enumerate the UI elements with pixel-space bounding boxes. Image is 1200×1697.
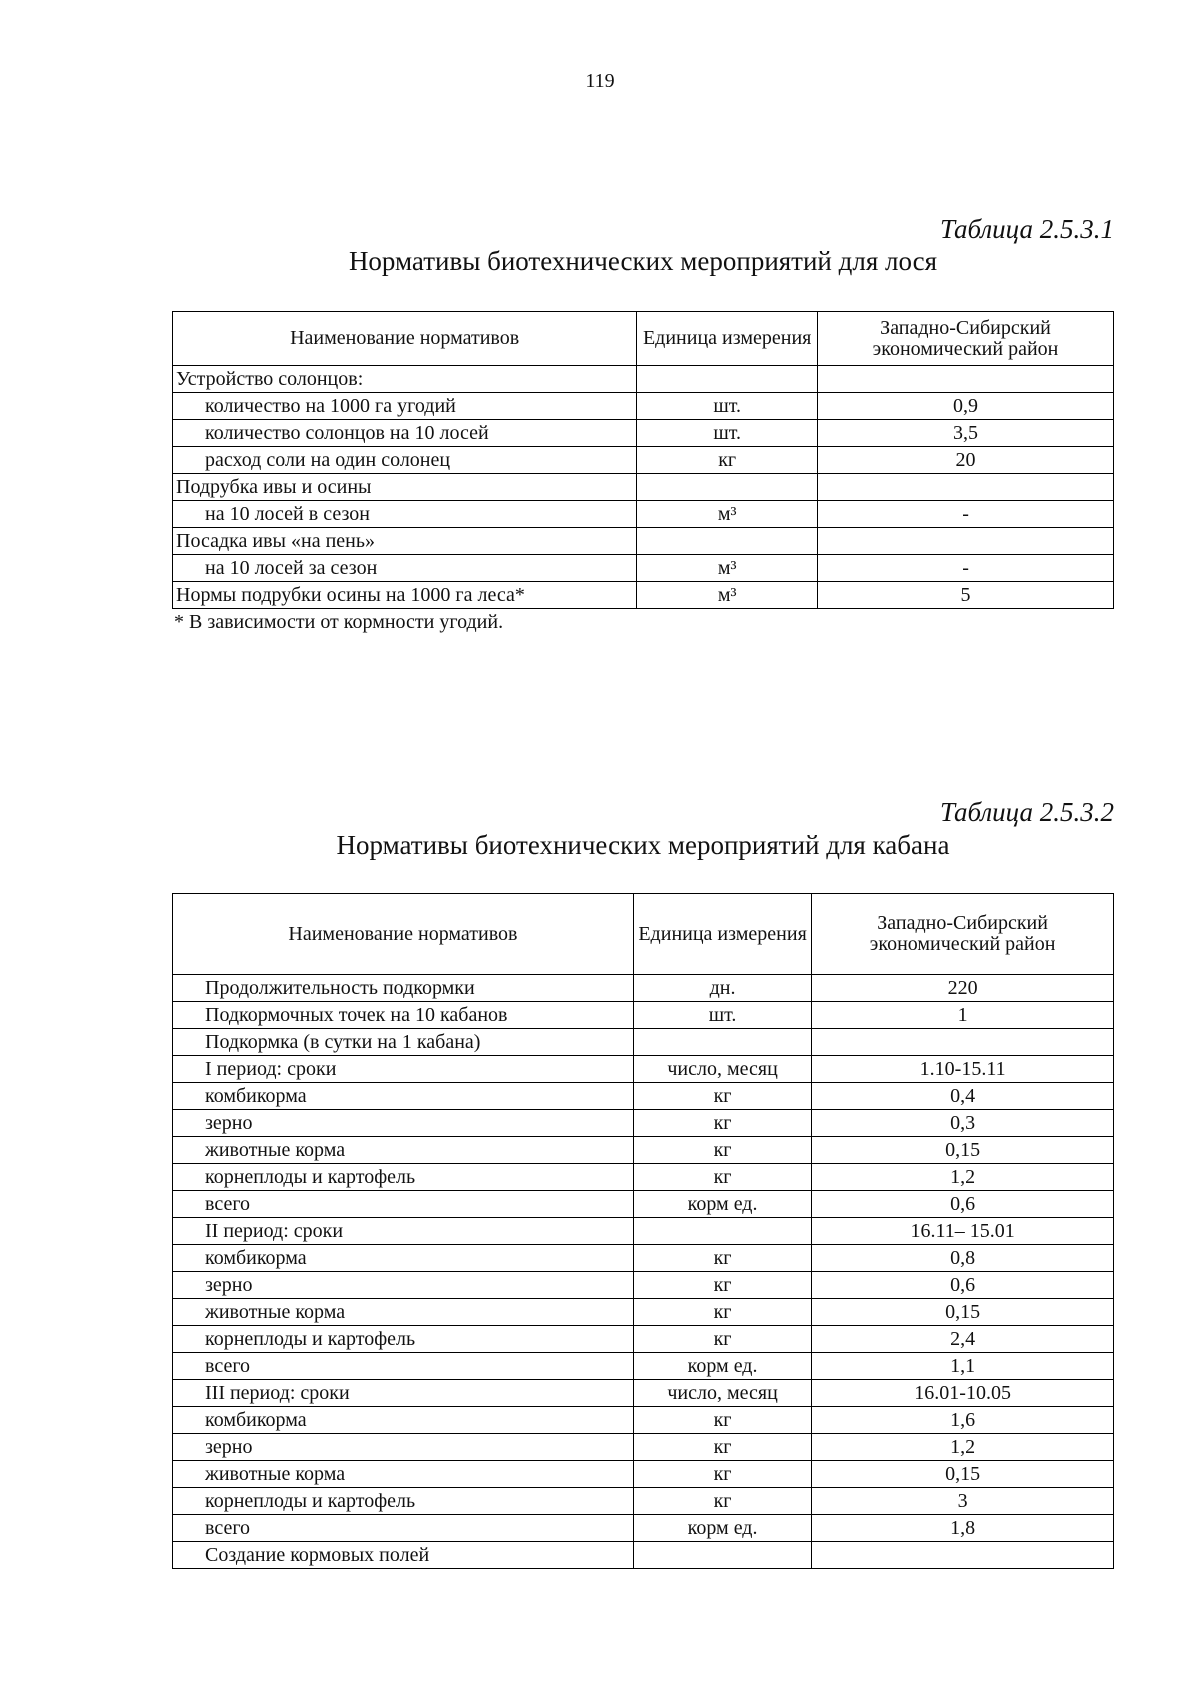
table-row bbox=[173, 1407, 1114, 1434]
row-value bbox=[818, 366, 1114, 393]
row-value: 20 bbox=[818, 447, 1114, 474]
row-unit: число, месяц bbox=[633, 1380, 811, 1407]
row-name: Подкормка (в сутки на 1 кабана) bbox=[173, 1029, 634, 1056]
row-value: 0,9 bbox=[818, 393, 1114, 420]
row-name: всего bbox=[173, 1191, 634, 1218]
row-name: комбикорма bbox=[173, 1083, 634, 1110]
row-unit bbox=[637, 528, 818, 555]
table-row bbox=[173, 1434, 1114, 1461]
table-row bbox=[173, 1380, 1114, 1407]
row-name: зерно bbox=[173, 1434, 634, 1461]
row-name: количество на 1000 га угодий bbox=[173, 393, 637, 420]
row-unit: корм ед. bbox=[633, 1515, 811, 1542]
table-row bbox=[173, 1029, 1114, 1056]
row-unit: шт. bbox=[633, 1002, 811, 1029]
row-value: 0,8 bbox=[812, 1245, 1114, 1272]
page-number: 119 bbox=[585, 70, 615, 92]
row-unit: кг bbox=[633, 1299, 811, 1326]
table-row bbox=[173, 1299, 1114, 1326]
header-unit: Единица измерения bbox=[637, 312, 818, 366]
row-value: 16.01-10.05 bbox=[812, 1380, 1114, 1407]
row-value: 16.11– 15.01 bbox=[812, 1218, 1114, 1245]
table2-title: Нормативы биотехнических мероприятий для кабана bbox=[336, 830, 950, 860]
row-unit: кг bbox=[633, 1407, 811, 1434]
row-value bbox=[818, 528, 1114, 555]
row-unit bbox=[633, 1029, 811, 1056]
row-unit: кг bbox=[633, 1326, 811, 1353]
table-row bbox=[173, 1164, 1114, 1191]
row-unit: кг bbox=[633, 1137, 811, 1164]
header-name: Наименование нормативов bbox=[173, 894, 634, 975]
row-unit: кг bbox=[633, 1488, 811, 1515]
row-unit: шт. bbox=[637, 393, 818, 420]
row-name: на 10 лосей за сезон bbox=[173, 555, 637, 582]
table-row bbox=[173, 1461, 1114, 1488]
table-row bbox=[173, 1137, 1114, 1164]
row-unit: кг bbox=[637, 447, 818, 474]
table-header-row bbox=[173, 894, 1114, 975]
header-region: Западно-Сибирский экономический район bbox=[818, 312, 1114, 366]
row-unit: кг bbox=[633, 1164, 811, 1191]
row-value: 0,6 bbox=[812, 1191, 1114, 1218]
row-value: 1,6 bbox=[812, 1407, 1114, 1434]
table-row bbox=[173, 1353, 1114, 1380]
row-name: всего bbox=[173, 1515, 634, 1542]
table-header-row bbox=[173, 312, 1114, 366]
row-value bbox=[812, 1542, 1114, 1569]
row-unit bbox=[637, 474, 818, 501]
table-row bbox=[173, 366, 1114, 393]
row-unit: кг bbox=[633, 1434, 811, 1461]
row-name: корнеплоды и картофель bbox=[173, 1488, 634, 1515]
row-value: 1.10-15.11 bbox=[812, 1056, 1114, 1083]
table-row bbox=[173, 1245, 1114, 1272]
row-value: 5 bbox=[818, 582, 1114, 609]
row-name: Посадка ивы «на пень» bbox=[173, 528, 637, 555]
row-name: количество солонцов на 10 лосей bbox=[173, 420, 637, 447]
table-row bbox=[173, 1002, 1114, 1029]
row-name: корнеплоды и картофель bbox=[173, 1164, 634, 1191]
table-row bbox=[173, 1326, 1114, 1353]
row-value: 0,15 bbox=[812, 1461, 1114, 1488]
row-unit bbox=[637, 366, 818, 393]
table-row bbox=[173, 501, 1114, 528]
row-value: - bbox=[818, 555, 1114, 582]
row-name: зерно bbox=[173, 1272, 634, 1299]
table-row bbox=[173, 1515, 1114, 1542]
row-unit: шт. bbox=[637, 420, 818, 447]
row-name: Нормы подрубки осины на 1000 га леса* bbox=[173, 582, 637, 609]
table1-title: Нормативы биотехнических мероприятий для лося bbox=[348, 246, 938, 276]
table-row bbox=[173, 447, 1114, 474]
row-name: всего bbox=[173, 1353, 634, 1380]
row-unit: корм ед. bbox=[633, 1353, 811, 1380]
boar-norms-table bbox=[172, 893, 1114, 1569]
row-unit: м³ bbox=[637, 582, 818, 609]
table-row bbox=[173, 1488, 1114, 1515]
row-value: 3,5 bbox=[818, 420, 1114, 447]
row-name: животные корма bbox=[173, 1137, 634, 1164]
row-value: 1,1 bbox=[812, 1353, 1114, 1380]
table1-caption: Таблица 2.5.3.1 bbox=[939, 214, 1114, 244]
row-unit bbox=[633, 1218, 811, 1245]
row-unit: м³ bbox=[637, 501, 818, 528]
row-name: I период: сроки bbox=[173, 1056, 634, 1083]
row-unit: дн. bbox=[633, 975, 811, 1002]
row-unit: кг bbox=[633, 1110, 811, 1137]
row-name: животные корма bbox=[173, 1299, 634, 1326]
row-value: 1,8 bbox=[812, 1515, 1114, 1542]
row-unit: м³ bbox=[637, 555, 818, 582]
row-value: 0,15 bbox=[812, 1137, 1114, 1164]
row-unit: кг bbox=[633, 1272, 811, 1299]
row-value: 3 bbox=[812, 1488, 1114, 1515]
row-value bbox=[818, 474, 1114, 501]
table1-footnote: * В зависимости от кормности угодий. bbox=[174, 611, 504, 633]
row-value: 1 bbox=[812, 1002, 1114, 1029]
header-name: Наименование нормативов bbox=[173, 312, 637, 366]
row-name: комбикорма bbox=[173, 1407, 634, 1434]
row-name: Создание кормовых полей bbox=[173, 1542, 634, 1569]
header-unit: Единица измерения bbox=[633, 894, 811, 975]
table2-caption: Таблица 2.5.3.2 bbox=[939, 797, 1114, 827]
row-value: 0,6 bbox=[812, 1272, 1114, 1299]
table-row bbox=[173, 474, 1114, 501]
row-value: 1,2 bbox=[812, 1164, 1114, 1191]
row-value: 2,4 bbox=[812, 1326, 1114, 1353]
table-row bbox=[173, 1083, 1114, 1110]
table-row bbox=[173, 393, 1114, 420]
table-row bbox=[173, 528, 1114, 555]
table-row bbox=[173, 582, 1114, 609]
row-name: корнеплоды и картофель bbox=[173, 1326, 634, 1353]
row-value: - bbox=[818, 501, 1114, 528]
row-name: III период: сроки bbox=[173, 1380, 634, 1407]
row-unit: кг bbox=[633, 1083, 811, 1110]
row-unit: кг bbox=[633, 1461, 811, 1488]
row-unit bbox=[633, 1542, 811, 1569]
table-row bbox=[173, 1542, 1114, 1569]
row-value: 220 bbox=[812, 975, 1114, 1002]
row-name: II период: сроки bbox=[173, 1218, 634, 1245]
table-row bbox=[173, 555, 1114, 582]
row-unit: корм ед. bbox=[633, 1191, 811, 1218]
table-row bbox=[173, 1110, 1114, 1137]
row-value: 0,3 bbox=[812, 1110, 1114, 1137]
table-row bbox=[173, 1056, 1114, 1083]
header-region: Западно-Сибирский экономический район bbox=[812, 894, 1114, 975]
row-name: расход соли на один солонец bbox=[173, 447, 637, 474]
table-row bbox=[173, 975, 1114, 1002]
row-value bbox=[812, 1029, 1114, 1056]
table-row bbox=[173, 1218, 1114, 1245]
row-value: 0,15 bbox=[812, 1299, 1114, 1326]
table-row bbox=[173, 420, 1114, 447]
row-name: комбикорма bbox=[173, 1245, 634, 1272]
moose-norms-table bbox=[172, 311, 1114, 609]
row-name: Подкормочных точек на 10 кабанов bbox=[173, 1002, 634, 1029]
row-value: 0,4 bbox=[812, 1083, 1114, 1110]
table-row bbox=[173, 1272, 1114, 1299]
row-value: 1,2 bbox=[812, 1434, 1114, 1461]
row-name: Продолжительность подкормки bbox=[173, 975, 634, 1002]
row-unit: кг bbox=[633, 1245, 811, 1272]
row-name: Устройство солонцов: bbox=[173, 366, 637, 393]
row-name: Подрубка ивы и осины bbox=[173, 474, 637, 501]
row-name: животные корма bbox=[173, 1461, 634, 1488]
row-name: на 10 лосей в сезон bbox=[173, 501, 637, 528]
table-row bbox=[173, 1191, 1114, 1218]
row-name: зерно bbox=[173, 1110, 634, 1137]
row-unit: число, месяц bbox=[633, 1056, 811, 1083]
